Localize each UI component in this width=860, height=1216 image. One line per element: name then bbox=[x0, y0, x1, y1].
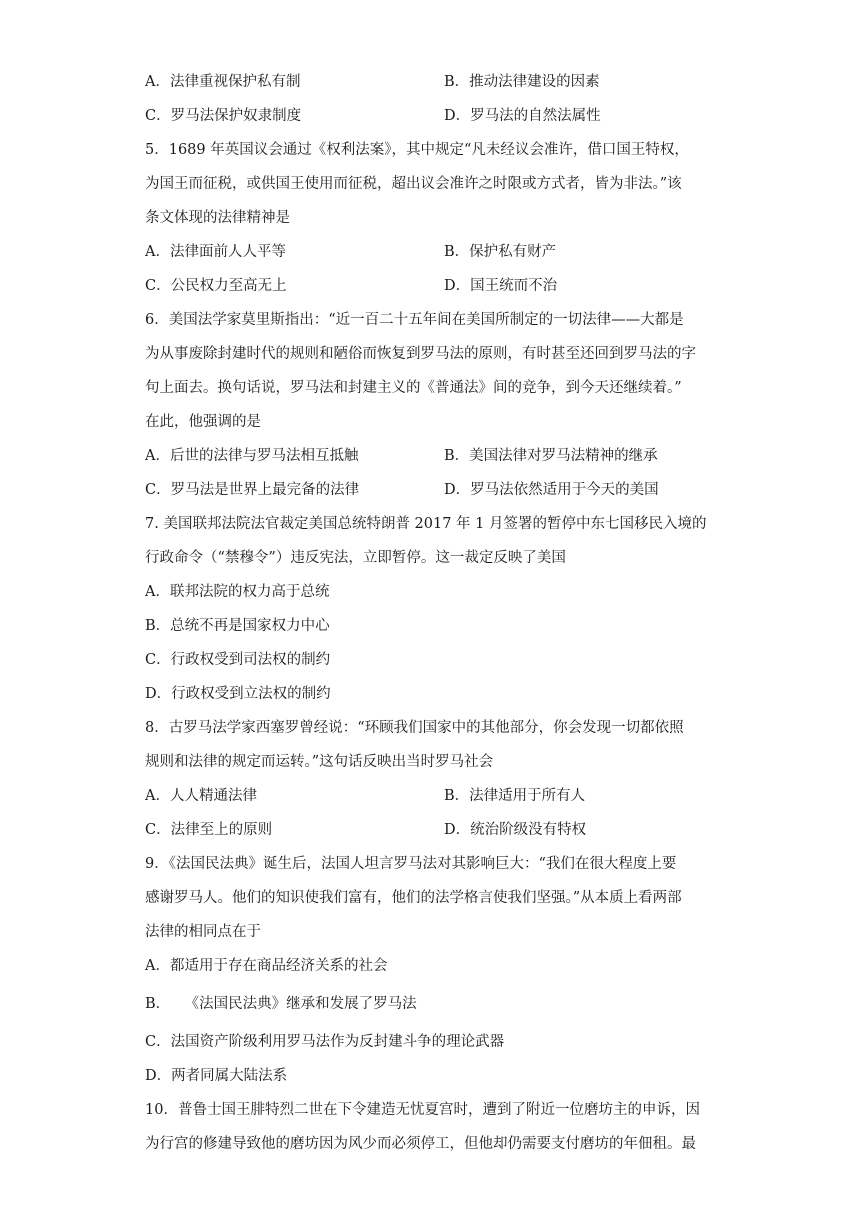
q8-option-c: C．法律至上的原则 bbox=[145, 822, 273, 838]
q8-option-d: D．统治阶级没有特权 bbox=[444, 822, 587, 838]
q7-option-c: C．行政权受到司法权的制约 bbox=[145, 652, 331, 668]
q4-option-d: D．罗马法的自然法属性 bbox=[444, 108, 601, 124]
q8-stem-line-1: 8．古罗马法学家西塞罗曾经说：“环顾我们国家中的其他部分，你会发现一切都依照 bbox=[145, 720, 684, 736]
q6-option-a: A．后世的法律与罗马法相互抵触 bbox=[145, 448, 359, 464]
q9-option-c: C．法国资产阶级利用罗马法作为反封建斗争的理论武器 bbox=[145, 1034, 505, 1050]
q7-stem-line-2: 行政命令（“禁穆令”）违反宪法，立即暂停。这一裁定反映了美国 bbox=[145, 550, 566, 566]
q5-stem-line-3: 条文体现的法律精神是 bbox=[145, 210, 290, 226]
q5-option-a: A．法律面前人人平等 bbox=[145, 244, 286, 260]
q9-stem-line-1: 9．《法国民法典》诞生后，法国人坦言罗马法对其影响巨大：“我们在很大程度上要 bbox=[145, 856, 677, 872]
q5-option-d: D．国王统而不治 bbox=[444, 278, 558, 294]
q6-stem-line-2: 为从事废除封建时代的规则和陋俗而恢复到罗马法的原则，有时甚至还回到罗马法的字 bbox=[145, 346, 696, 362]
q9-option-a: A．都适用于存在商品经济关系的社会 bbox=[145, 958, 388, 974]
q6-option-d: D．罗马法依然适用于今天的美国 bbox=[444, 482, 659, 498]
q8-option-b: B．法律适用于所有人 bbox=[444, 788, 586, 804]
q5-stem-line-2: 为国王而征税，或供国王使用而征税，超出议会准许之时限或方式者，皆为非法。”该 bbox=[145, 176, 682, 192]
q10-stem-line-2: 为行宫的修建导致他的磨坊因为风少而必须停工，但他却仍需要支付磨坊的年佃租。最 bbox=[145, 1136, 696, 1152]
q5-option-b: B．保护私有财产 bbox=[444, 244, 557, 260]
q5-option-c: C．公民权力至高无上 bbox=[145, 278, 287, 294]
q10-stem-line-1: 10．普鲁士国王腓特烈二世在下令建造无忧夏宫时，遭到了附近一位磨坊主的申诉，因 bbox=[145, 1102, 700, 1118]
q6-stem-line-1: 6．美国法学家莫里斯指出：“近一百二十五年间在美国所制定的一切法律——大都是 bbox=[145, 312, 684, 328]
q7-option-a: A．联邦法院的权力高于总统 bbox=[145, 584, 330, 600]
q6-option-c: C．罗马法是世界上最完备的法律 bbox=[145, 482, 360, 498]
q8-option-a: A．人人精通法律 bbox=[145, 788, 257, 804]
q7-option-b: B．总统不再是国家权力中心 bbox=[145, 618, 330, 634]
q4-option-b: B．推动法律建设的因素 bbox=[444, 74, 600, 90]
q9-option-b: B． 《法国民法典》继承和发展了罗马法 bbox=[145, 996, 417, 1012]
q9-stem-line-3: 法律的相同点在于 bbox=[145, 924, 261, 940]
q4-option-a: A．法律重视保护私有制 bbox=[145, 74, 301, 90]
q6-option-b: B．美国法律对罗马法精神的继承 bbox=[444, 448, 658, 464]
q9-option-d: D．两者同属大陆法系 bbox=[145, 1068, 288, 1084]
q8-stem-line-2: 规则和法律的规定而运转。”这句话反映出当时罗马社会 bbox=[145, 754, 494, 770]
q6-stem-line-4: 在此，他强调的是 bbox=[145, 414, 261, 430]
q6-stem-line-3: 句上面去。换句话说，罗马法和封建主义的《普通法》间的竞争，到今天还继续着。” bbox=[145, 380, 682, 396]
q9-stem-line-2: 感谢罗马人。他们的知识使我们富有，他们的法学格言使我们坚强。”从本质上看两部 bbox=[145, 890, 682, 906]
q4-option-c: C．罗马法保护奴隶制度 bbox=[145, 108, 302, 124]
q7-stem-line-1: 7. 美国联邦法院法官裁定美国总统特朗普 2017 年 1 月签署的暂停中东七国移民入境的 bbox=[145, 516, 707, 532]
q5-stem-line-1: 5．1689 年英国议会通过《权利法案》，其中规定“凡未经议会准许，借口国王特权， bbox=[145, 142, 689, 158]
q7-option-d: D．行政权受到立法权的制约 bbox=[145, 686, 331, 702]
